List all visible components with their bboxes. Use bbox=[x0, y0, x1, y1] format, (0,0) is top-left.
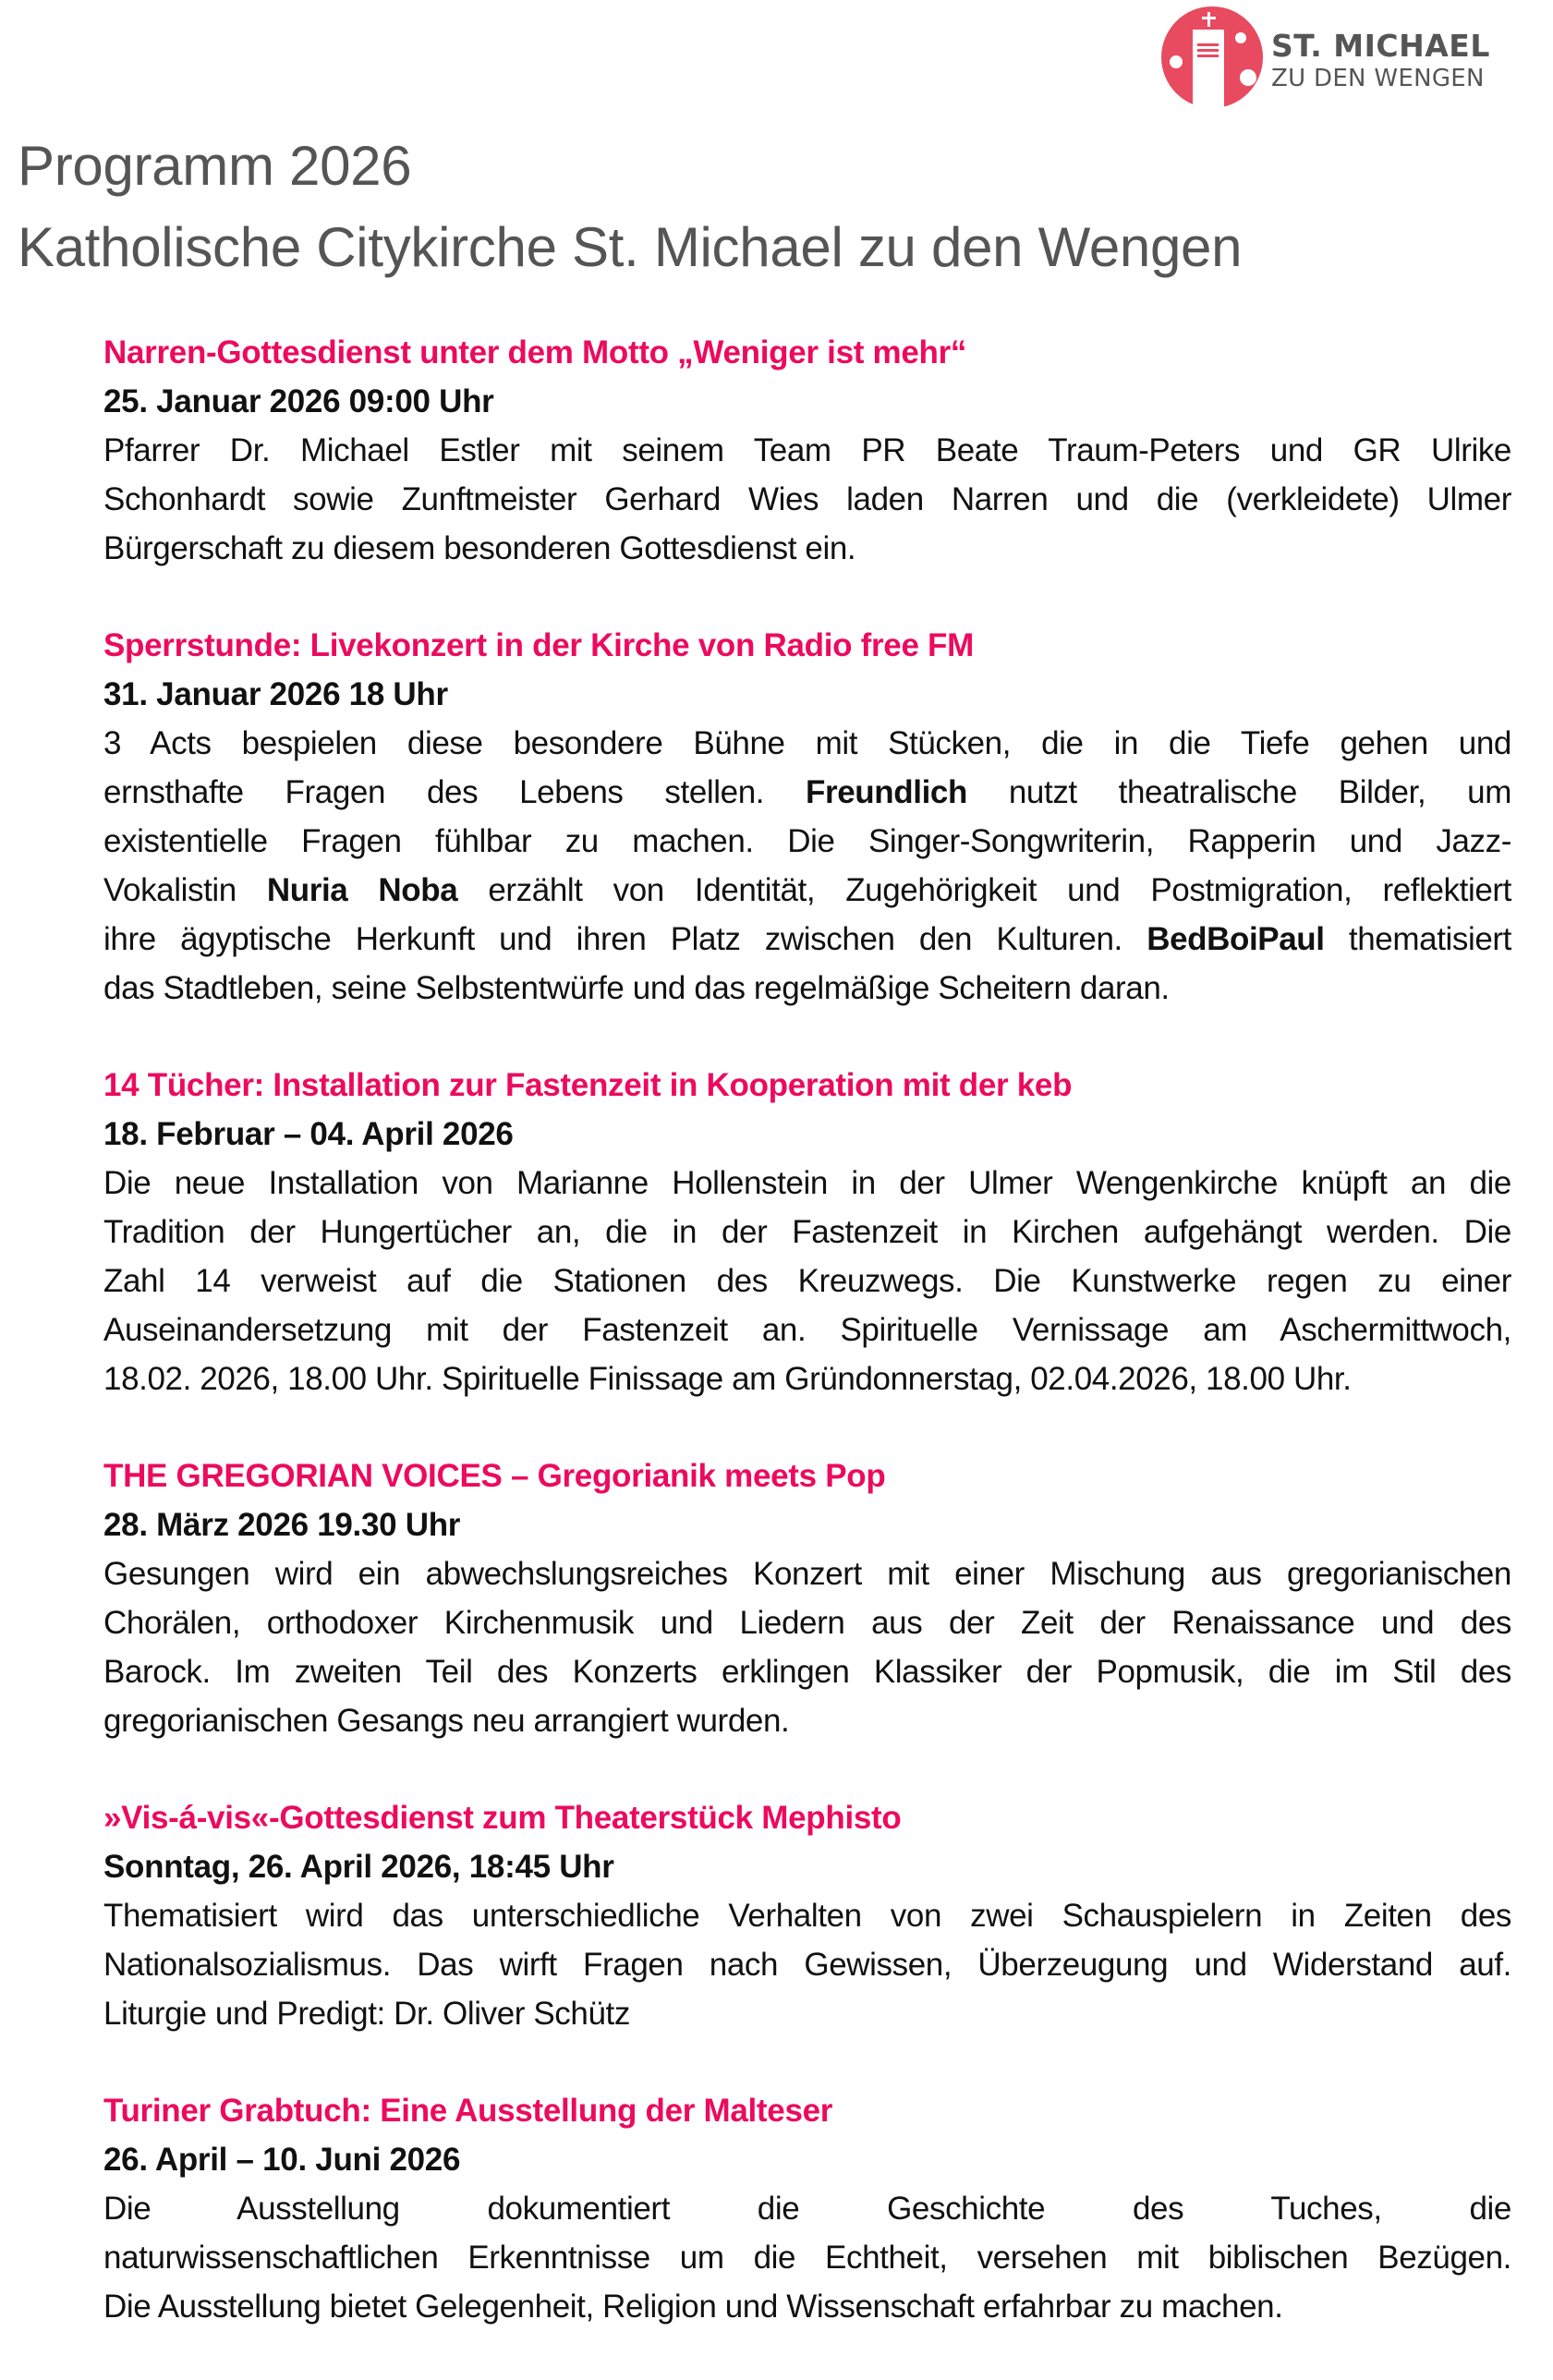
event-description bbox=[103, 1891, 1511, 2038]
description-line: existentielle Fragen fühlbar zu machen. Die Singer-Songwriterin, Rapperin und Jazz- bbox=[103, 823, 1511, 859]
event-description bbox=[103, 1159, 1511, 1403]
description-line: Barock. Im zweiten Teil des Konzerts erklingen Klassiker der Popmusik, die im Stil des bbox=[103, 1654, 1511, 1690]
description-line: Vokalistin Nuria Noba erzählt von Identität, Zugehörigkeit und Postmigration, reflektiert bbox=[103, 872, 1511, 908]
event-item bbox=[103, 1794, 1511, 2038]
description-line: gregorianischen Gesangs neu arrangiert wurden. bbox=[103, 1703, 790, 1739]
event-item bbox=[103, 622, 1511, 1013]
event-item bbox=[103, 329, 1511, 573]
description-line: naturwissenschaftlichen Erkenntnisse um die Echtheit, versehen mit biblischen Bezügen. bbox=[103, 2240, 1511, 2276]
logo-name-line1: ST. MICHAEL bbox=[1271, 28, 1490, 64]
event-date: 25. Januar 2026 09:00 Uhr bbox=[103, 383, 494, 419]
event-item bbox=[103, 2087, 1511, 2331]
highlighted-name: BedBoiPaul bbox=[1147, 921, 1325, 957]
description-line: Die neue Installation von Marianne Hollenstein in der Ulmer Wengenkirche knüpft an die bbox=[103, 1165, 1511, 1201]
event-description bbox=[103, 1549, 1511, 1745]
event-item bbox=[103, 1452, 1511, 1745]
page-title bbox=[18, 126, 1242, 288]
event-date: 31. Januar 2026 18 Uhr bbox=[103, 676, 448, 712]
event-item bbox=[103, 1062, 1511, 1403]
description-line: Nationalsozialismus. Das wirft Fragen nach Gewissen, Überzeugung und Widerstand auf. bbox=[103, 1947, 1511, 1983]
event-description bbox=[103, 426, 1511, 573]
event-description bbox=[103, 2184, 1511, 2331]
event-date: Sonntag, 26. April 2026, 18:45 Uhr bbox=[103, 1849, 614, 1885]
title-line-1: Programm 2026 bbox=[18, 135, 412, 197]
description-line: Gesungen wird ein abwechslungsreiches Konzert mit einer Mischung aus gregorianischen bbox=[103, 1556, 1511, 1592]
description-line: Chorälen, orthodoxer Kirchenmusik und Liedern aus der Zeit der Renaissance und des bbox=[103, 1605, 1511, 1641]
title-line-2: Katholische Citykirche St. Michael zu den Wengen bbox=[18, 216, 1243, 278]
description-line: Die Ausstellung dokumentiert die Geschichte des Tuches, die bbox=[103, 2191, 1511, 2227]
highlighted-name: Nuria Noba bbox=[266, 872, 458, 908]
event-title: THE GREGORIAN VOICES – Gregorianik meets Pop bbox=[103, 1458, 886, 1494]
description-line: ernsthafte Fragen des Lebens stellen. Freundlich nutzt theatralische Bilder, um bbox=[103, 774, 1511, 810]
highlighted-name: Freundlich bbox=[806, 774, 967, 810]
event-title: 14 Tücher: Installation zur Fastenzeit in Kooperation mit der keb bbox=[103, 1067, 1073, 1103]
description-line: Schonhardt sowie Zunftmeister Gerhard Wies laden Narren und die (verkleidete) Ulmer bbox=[103, 481, 1511, 517]
description-line: ihre ägyptische Herkunft und ihren Platz zwischen den Kulturen. BedBoiPaul thematisiert bbox=[103, 921, 1512, 957]
event-date: 28. März 2026 19.30 Uhr bbox=[103, 1507, 461, 1543]
logo bbox=[1160, 2, 1548, 115]
description-line: 18.02. 2026, 18.00 Uhr. Spirituelle Finissage am Gründonnerstag, 02.04.2026, 18.00 Uhr. bbox=[103, 1361, 1352, 1397]
event-title: »Vis-á-vis«-Gottesdienst zum Theaterstück Mephisto bbox=[103, 1800, 902, 1836]
description-line: Liturgie und Predigt: Dr. Oliver Schütz bbox=[103, 1996, 630, 2032]
event-title: Narren-Gottesdienst unter dem Motto „Weniger ist mehr“ bbox=[103, 334, 967, 370]
event-description bbox=[103, 719, 1511, 1013]
event-date: 18. Februar – 04. April 2026 bbox=[103, 1116, 514, 1152]
description-line: Auseinandersetzung mit der Fastenzeit an. Spirituelle Vernissage am Aschermittwoch, bbox=[103, 1312, 1511, 1348]
event-list bbox=[103, 329, 1511, 2380]
description-line: Thematisiert wird das unterschiedliche Verhalten von zwei Schauspielern in Zeiten des bbox=[103, 1898, 1511, 1934]
description-line: Tradition der Hungertücher an, die in der Fastenzeit in Kirchen aufgehängt werden. Die bbox=[103, 1214, 1511, 1250]
event-title: Sperrstunde: Livekonzert in der Kirche von Radio free FM bbox=[103, 627, 974, 663]
description-line: Zahl 14 verweist auf die Stationen des Kreuzwegs. Die Kunstwerke regen zu einer bbox=[103, 1263, 1511, 1299]
description-line: Bürgerschaft zu diesem besonderen Gottesdienst ein. bbox=[103, 530, 856, 566]
event-date: 26. April – 10. Juni 2026 bbox=[103, 2142, 461, 2178]
description-line: 3 Acts bespielen diese besondere Bühne mit Stücken, die in die Tiefe gehen und bbox=[103, 725, 1511, 761]
description-line: das Stadtleben, seine Selbstentwürfe und das regelmäßige Scheitern daran. bbox=[103, 970, 1170, 1006]
logo-name-line2: ZU DEN WENGEN bbox=[1271, 65, 1485, 92]
event-title: Turiner Grabtuch: Eine Ausstellung der Malteser bbox=[103, 2093, 833, 2129]
church-tower-icon bbox=[1160, 2, 1264, 113]
description-line: Die Ausstellung bietet Gelegenheit, Religion und Wissenschaft erfahrbar zu machen. bbox=[103, 2289, 1283, 2325]
description-line: Pfarrer Dr. Michael Estler mit seinem Team PR Beate Traum-Peters und GR Ulrike bbox=[103, 432, 1511, 468]
